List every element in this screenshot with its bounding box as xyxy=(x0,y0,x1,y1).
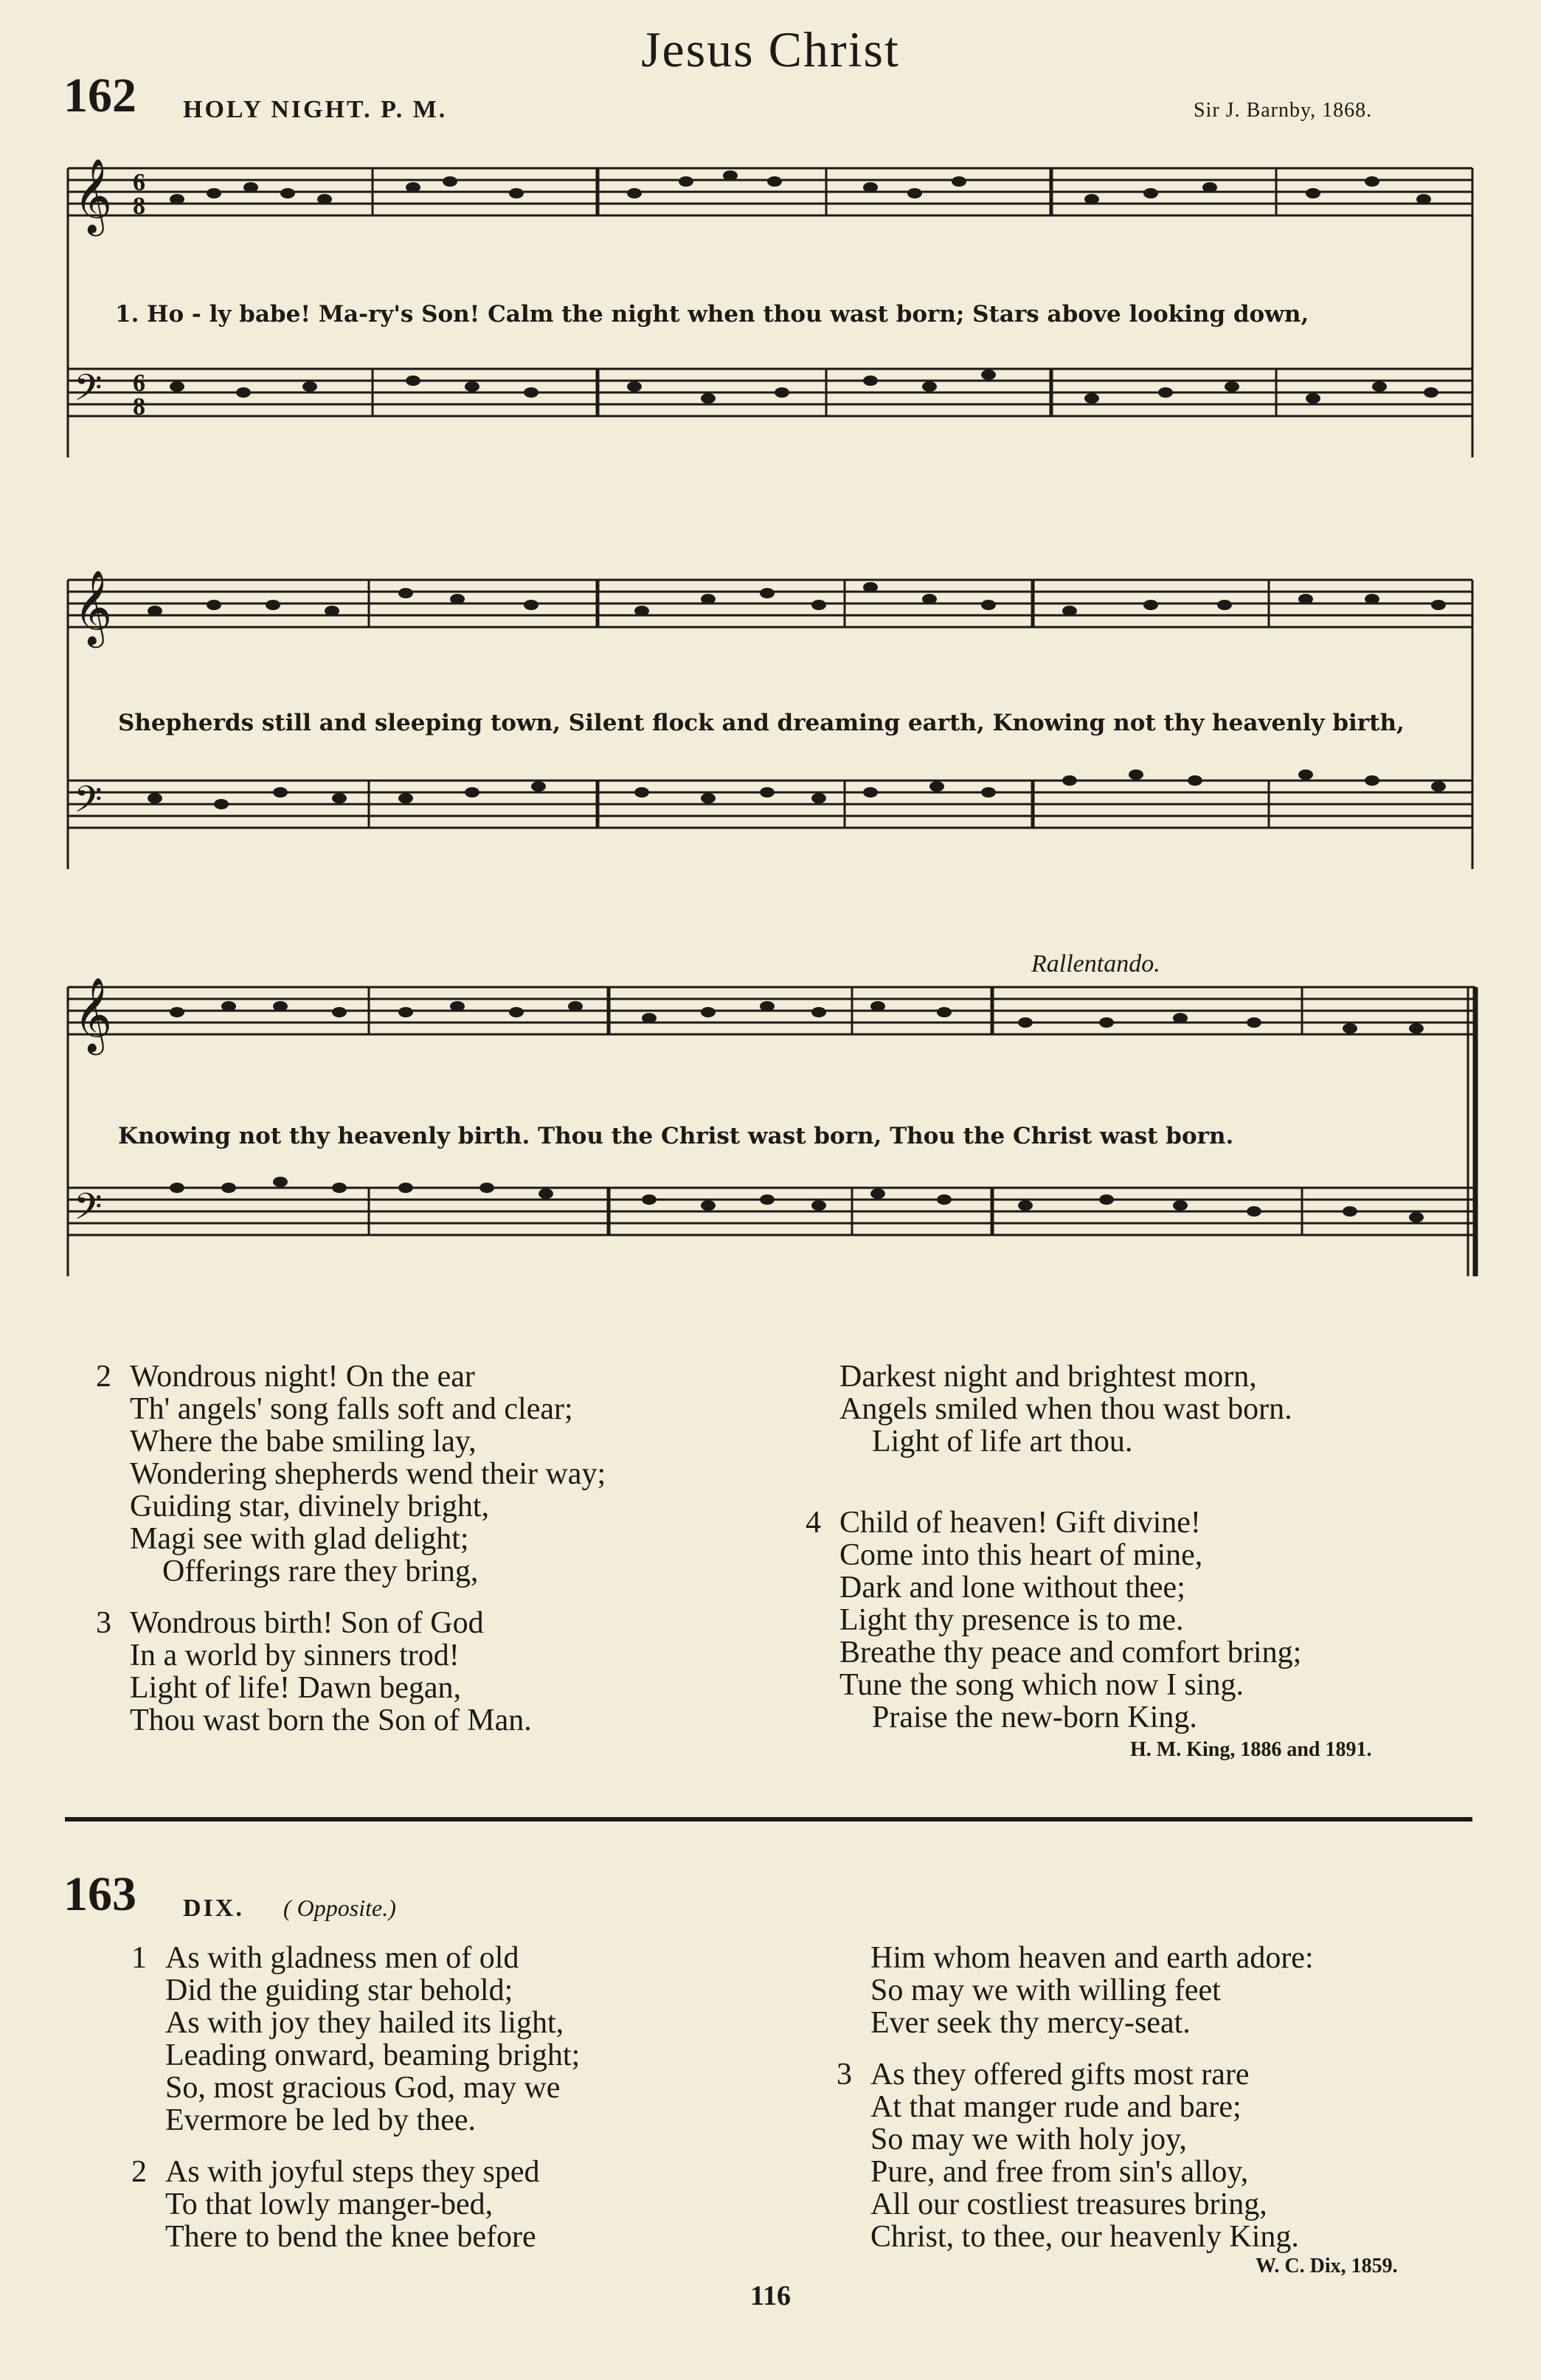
attribution-163: W. C. Dix, 1859. xyxy=(1256,2255,1398,2277)
verse-line: Christ, to thee, our heavenly King. xyxy=(870,2220,1299,2254)
verse-line: Breathe thy peace and comfort bring; xyxy=(839,1636,1302,1670)
verse-number: 3 xyxy=(96,1606,111,1640)
composer-credit: Sir J. Barnby, 1868. xyxy=(1194,99,1373,122)
verse-3 xyxy=(96,1606,532,1737)
tempo-marking: Rallentando. xyxy=(1031,950,1160,978)
verse-line: Offerings rare they bring, xyxy=(162,1554,479,1588)
svg-text:8: 8 xyxy=(133,193,145,220)
verse-line: Child of heaven! Gift divine! xyxy=(839,1506,1201,1540)
verse-line: Light thy presence is to me. xyxy=(839,1603,1184,1637)
verse-3 xyxy=(837,2058,1299,2254)
lyrics-line-1: 1. Ho - ly babe! Ma-ry's Son! Calm the night when thou wast born; Stars above looking down, xyxy=(115,301,1309,328)
verse-2 xyxy=(96,1360,606,1588)
verse-line: To that lowly manger-bed, xyxy=(165,2187,494,2221)
verse-line: Praise the new-born King. xyxy=(872,1701,1197,1734)
verse-line: So may we with holy joy, xyxy=(870,2123,1187,2156)
verse-line: At that manger rude and bare; xyxy=(870,2090,1242,2124)
verse-line: As with joyful steps they sped xyxy=(165,2155,540,2189)
svg-text:𝄞: 𝄞 xyxy=(74,976,113,1052)
verse-line: Come into this heart of mine, xyxy=(839,1538,1203,1572)
verse-1 xyxy=(131,1941,581,2137)
verse-line: Th' angels' song falls soft and clear; xyxy=(130,1392,573,1426)
svg-text:𝄢: 𝄢 xyxy=(74,367,103,418)
verse-line: As they offered gifts most rare xyxy=(870,2058,1250,2092)
verse-line: Evermore be led by thee. xyxy=(165,2103,476,2137)
verse-line: Wondrous night! On the ear xyxy=(130,1360,475,1394)
lyrics-line-2: Shepherds still and sleeping town, Silent flock and dreaming earth, Knowing not thy heavenly birth, xyxy=(118,710,1405,736)
verse-line: Did the guiding star behold; xyxy=(165,1973,513,2007)
svg-text:6: 6 xyxy=(133,370,145,397)
verse-line: Guiding star, divinely bright, xyxy=(130,1490,490,1523)
verse-line: So, most gracious God, may we xyxy=(165,2071,561,2105)
verse-number: 2 xyxy=(131,2155,147,2189)
verse-line: Him whom heaven and earth adore: xyxy=(870,1941,1314,1975)
svg-text:8: 8 xyxy=(133,393,145,421)
verse-line: Light of life art thou. xyxy=(872,1425,1133,1459)
verse-line: Dark and lone without thee; xyxy=(839,1571,1185,1605)
verse-number: 3 xyxy=(837,2058,852,2092)
verse-line: Wondrous birth! Son of God xyxy=(130,1606,484,1640)
svg-text:𝄞: 𝄞 xyxy=(74,569,113,645)
verse-4 xyxy=(806,1506,1302,1734)
verse-2-continued xyxy=(839,1360,1292,1458)
section-title: Jesus Christ xyxy=(641,21,900,77)
page-number: 116 xyxy=(750,2280,791,2311)
verse-line: Angels smiled when thou wast born. xyxy=(839,1392,1292,1426)
verse-number: 1 xyxy=(131,1941,147,1975)
verse-2-continued xyxy=(870,1942,1314,2039)
hymn-number-163: 163 xyxy=(63,1867,136,1921)
attribution-162: H. M. King, 1886 and 1891. xyxy=(1130,1738,1372,1761)
svg-text:𝄢: 𝄢 xyxy=(74,1186,103,1237)
verse-number: 4 xyxy=(806,1506,821,1540)
verse-line: As with gladness men of old xyxy=(165,1941,519,1975)
lyrics-line-3: Knowing not thy heavenly birth. Thou the Christ wast born, Thou the Christ wast born. xyxy=(118,1123,1234,1149)
verse-line: Thou wast born the Son of Man. xyxy=(130,1703,532,1737)
verse-line: So may we with willing feet xyxy=(870,1973,1221,2007)
verse-line: Tune the song which now I sing. xyxy=(839,1668,1244,1702)
svg-text:6: 6 xyxy=(133,169,145,196)
svg-text:𝄞: 𝄞 xyxy=(74,157,113,233)
verse-2 xyxy=(131,2155,540,2254)
verse-line: Magi see with glad delight; xyxy=(130,1522,469,1556)
tune-note: ( Opposite.) xyxy=(283,1895,396,1921)
verse-line: Darkest night and brightest morn, xyxy=(839,1360,1257,1394)
tune-name: DIX. xyxy=(183,1895,244,1922)
hymn-number-162: 162 xyxy=(63,69,136,122)
verse-number: 2 xyxy=(96,1360,111,1394)
verse-line: Wondering shepherds wend their way; xyxy=(130,1457,606,1491)
tune-name: HOLY NIGHT. P. M. xyxy=(183,96,448,123)
svg-text:𝄢: 𝄢 xyxy=(74,778,103,830)
verse-line: Leading onward, beaming bright; xyxy=(165,2038,581,2072)
verse-line: Where the babe smiling lay, xyxy=(130,1425,477,1459)
verse-line: As with joy they hailed its light, xyxy=(165,2006,564,2040)
verse-line: Ever seek thy mercy-seat. xyxy=(870,2006,1191,2040)
verse-line: Light of life! Dawn began, xyxy=(130,1671,462,1705)
divider-rule xyxy=(65,1817,1472,1822)
verse-line: All our costliest treasures bring, xyxy=(870,2187,1267,2221)
verse-line: In a world by sinners trod! xyxy=(130,1639,460,1672)
verse-line: There to bend the knee before xyxy=(165,2220,536,2254)
verse-line: Pure, and free from sin's alloy, xyxy=(870,2155,1249,2189)
